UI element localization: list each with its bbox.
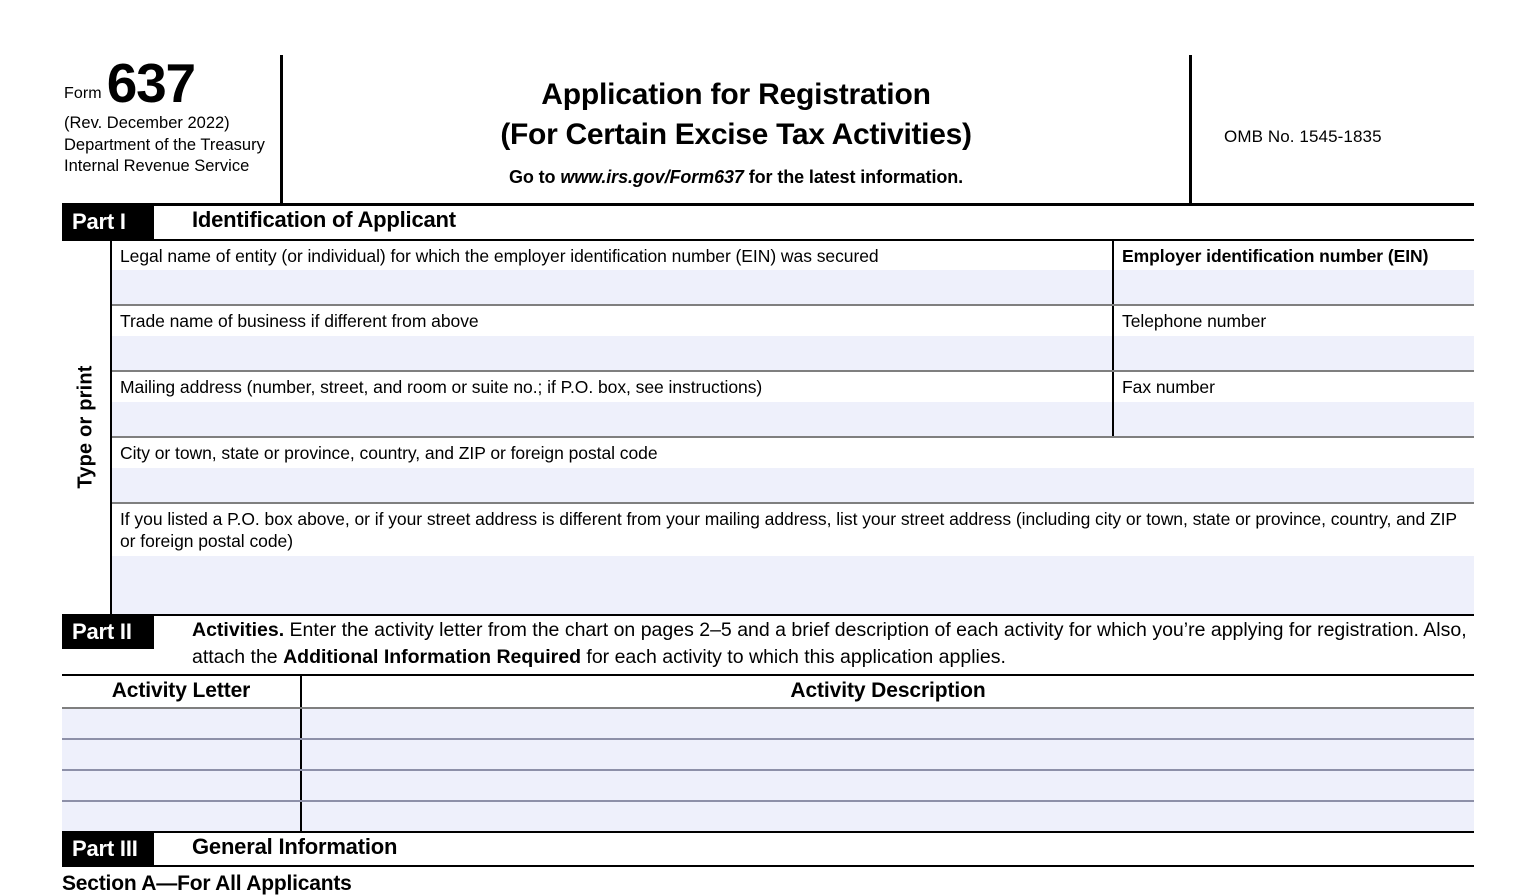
- legal-name-label: Legal name of entity (or individual) for which the employer identification number (EIN) was secured: [112, 241, 1112, 271]
- activity-table: [62, 676, 1474, 833]
- table-row: [62, 802, 1474, 831]
- trade-name-label: Trade name of business if different from above: [112, 306, 1112, 336]
- omb-block: [1192, 55, 1474, 203]
- part2-instructions: [154, 616, 1474, 674]
- form-number-line: [62, 52, 274, 114]
- activity-letter-input[interactable]: [62, 802, 302, 831]
- part3-header-bar: [62, 833, 1474, 868]
- street-address-label: If you listed a P.O. box above, or if your street address is different from your mailing address, list your street address (including city or town, state or province, country, and ZIP or foreign postal code): [112, 504, 1474, 557]
- form-subtitle: (For Certain Excise Tax Activities): [500, 117, 972, 151]
- part1-tag: Part I: [62, 206, 154, 239]
- omb-number: OMB No. 1545-1835: [1224, 127, 1382, 146]
- form-revision-date: (Rev. December 2022): [64, 113, 230, 132]
- form-header: [62, 52, 1474, 206]
- department-treasury-label: Department of the Treasury: [64, 135, 265, 154]
- activity-description-input[interactable]: [302, 740, 1474, 769]
- part2-lead: Activities.: [192, 619, 285, 641]
- part1-title: Identification of Applicant: [192, 207, 456, 232]
- telephone-input[interactable]: [1114, 336, 1474, 370]
- fax-label: Fax number: [1114, 372, 1474, 402]
- activity-description-input[interactable]: [302, 802, 1474, 831]
- trade-name-input[interactable]: [112, 336, 1112, 370]
- activity-letter-column-header: Activity Letter: [62, 676, 302, 707]
- field-row-city-state-zip: [112, 438, 1474, 504]
- telephone-label: Telephone number: [1114, 306, 1474, 336]
- goto-suffix: for the latest information.: [743, 167, 964, 188]
- field-row-mailing-address: [112, 372, 1474, 438]
- fax-cell: [1114, 372, 1474, 436]
- trade-name-cell: [112, 306, 1114, 370]
- city-state-zip-label: City or town, state or province, country, and ZIP or foreign postal code: [112, 438, 1474, 468]
- irs-form-637: [62, 52, 1474, 896]
- street-address-input[interactable]: [112, 556, 1474, 614]
- table-row: [62, 771, 1474, 802]
- part2-emphasis: Additional Information Required: [283, 645, 581, 668]
- part3-tag: Part III: [62, 833, 154, 866]
- part2-header-bar: [62, 616, 1474, 676]
- field-row-street-address: [112, 504, 1474, 615]
- part2-text-2: for each activity to which this application applies.: [581, 645, 1006, 668]
- activity-description-column-header: Activity Description: [790, 678, 986, 702]
- legal-name-cell: [112, 241, 1114, 305]
- activity-table-header: [62, 676, 1474, 709]
- table-row: [62, 709, 1474, 740]
- part3-title: General Information: [192, 833, 398, 859]
- ein-input[interactable]: [1114, 270, 1474, 304]
- table-row: [62, 740, 1474, 771]
- section-a-heading: Section A—For All Applicants: [62, 872, 352, 896]
- form-word-label: Form: [64, 84, 102, 102]
- field-row-legal-name: [112, 241, 1474, 307]
- street-address-cell: [112, 504, 1474, 615]
- fax-input[interactable]: [1114, 402, 1474, 436]
- field-row-trade-name: [112, 306, 1474, 372]
- mailing-address-label: Mailing address (number, street, and room or suite no.; if P.O. box, see instructions): [112, 372, 1112, 402]
- part2-text-1: Enter the activity letter from the chart on pages 2–5 and a brief description of each activity for which you’re applying for registration. Also, attach the: [192, 619, 1467, 668]
- activity-description-input[interactable]: [302, 771, 1474, 800]
- form-identity-block: [62, 52, 283, 203]
- city-state-zip-cell: [112, 438, 1474, 502]
- type-or-print-text: Type or print: [74, 365, 97, 489]
- activity-letter-input[interactable]: [62, 709, 302, 738]
- legal-name-input[interactable]: [112, 270, 1112, 304]
- form-title: Application for Registration: [541, 78, 931, 111]
- activity-description-input[interactable]: [302, 709, 1474, 738]
- type-or-print-label: [62, 241, 112, 615]
- form-website-line: [283, 167, 1189, 188]
- form-title-block: [283, 55, 1192, 203]
- part1-field-rows: [112, 241, 1474, 615]
- internal-revenue-service-label: Internal Revenue Service: [64, 157, 250, 176]
- form-number: 637: [106, 52, 195, 114]
- ein-label: Employer identification number (EIN): [1114, 241, 1474, 271]
- part1-body: [62, 241, 1474, 617]
- telephone-cell: [1114, 306, 1474, 370]
- part1-header-bar: [62, 206, 1474, 241]
- city-state-zip-input[interactable]: [112, 468, 1474, 502]
- goto-prefix: Go to: [508, 167, 561, 188]
- ein-cell: [1114, 241, 1474, 305]
- part2-tag: Part II: [62, 616, 154, 649]
- irs-form637-url[interactable]: www.irs.gov/Form637: [560, 167, 744, 188]
- activity-letter-input[interactable]: [62, 740, 302, 769]
- mailing-address-cell: [112, 372, 1114, 436]
- mailing-address-input[interactable]: [112, 402, 1112, 436]
- activity-letter-input[interactable]: [62, 771, 302, 800]
